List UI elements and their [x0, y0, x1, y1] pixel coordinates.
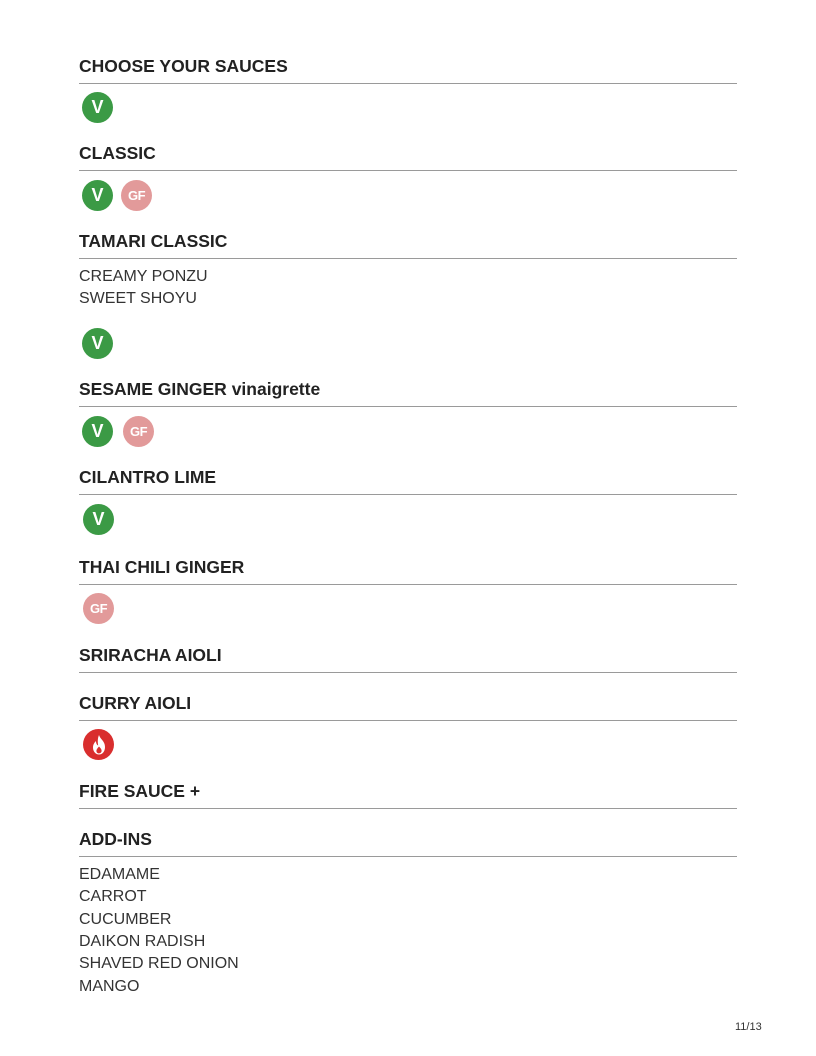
- divider: [79, 83, 737, 84]
- sauce-heading-curry-aioli: CURRY AIOLI: [79, 693, 192, 713]
- section-heading-choose-sauces: CHOOSE YOUR SAUCES: [79, 56, 288, 76]
- divider: [79, 170, 737, 171]
- list-item: DAIKON RADISH: [79, 933, 206, 950]
- list-item: SWEET SHOYU: [79, 290, 197, 307]
- list-item: MANGO: [79, 978, 140, 995]
- list-item: CARROT: [79, 888, 147, 905]
- divider: [79, 808, 737, 809]
- section-heading-add-ins: ADD-INS: [79, 829, 152, 849]
- divider: [79, 494, 737, 495]
- divider: [79, 672, 737, 673]
- page-number: 11/13: [735, 1021, 762, 1033]
- list-item: CUCUMBER: [79, 911, 172, 928]
- vegan-badge-icon: V: [82, 180, 113, 211]
- sauce-name: SESAME GINGER: [79, 379, 227, 399]
- sauce-heading-classic: CLASSIC: [79, 143, 156, 163]
- gluten-free-badge-icon: GF: [121, 180, 152, 211]
- gluten-free-badge-icon: GF: [83, 593, 114, 624]
- divider: [79, 258, 737, 259]
- sauce-heading-fire-sauce: FIRE SAUCE +: [79, 781, 201, 801]
- divider: [79, 856, 737, 857]
- vegan-badge-icon: V: [82, 416, 113, 447]
- flame-glyph: [89, 734, 109, 756]
- divider: [79, 406, 737, 407]
- gluten-free-badge-icon: GF: [123, 416, 154, 447]
- vegan-badge-icon: V: [82, 92, 113, 123]
- sauce-heading-sriracha-aioli: SRIRACHA AIOLI: [79, 645, 222, 665]
- sauce-suffix: vinaigrette: [231, 379, 321, 399]
- list-item: SHAVED RED ONION: [79, 955, 239, 972]
- sauce-heading-thai-chili-ginger: THAI CHILI GINGER: [79, 557, 245, 577]
- sauce-heading-tamari-classic: TAMARI CLASSIC: [79, 231, 228, 251]
- list-item: CREAMY PONZU: [79, 268, 208, 285]
- sauce-heading-cilantro-lime: CILANTRO LIME: [79, 467, 217, 487]
- divider: [79, 720, 737, 721]
- vegan-badge-icon: V: [82, 328, 113, 359]
- fire-icon: [83, 729, 114, 760]
- vegan-badge-icon: V: [83, 504, 114, 535]
- sauce-heading-sesame-ginger: [79, 379, 320, 400]
- list-item: EDAMAME: [79, 866, 160, 883]
- divider: [79, 584, 737, 585]
